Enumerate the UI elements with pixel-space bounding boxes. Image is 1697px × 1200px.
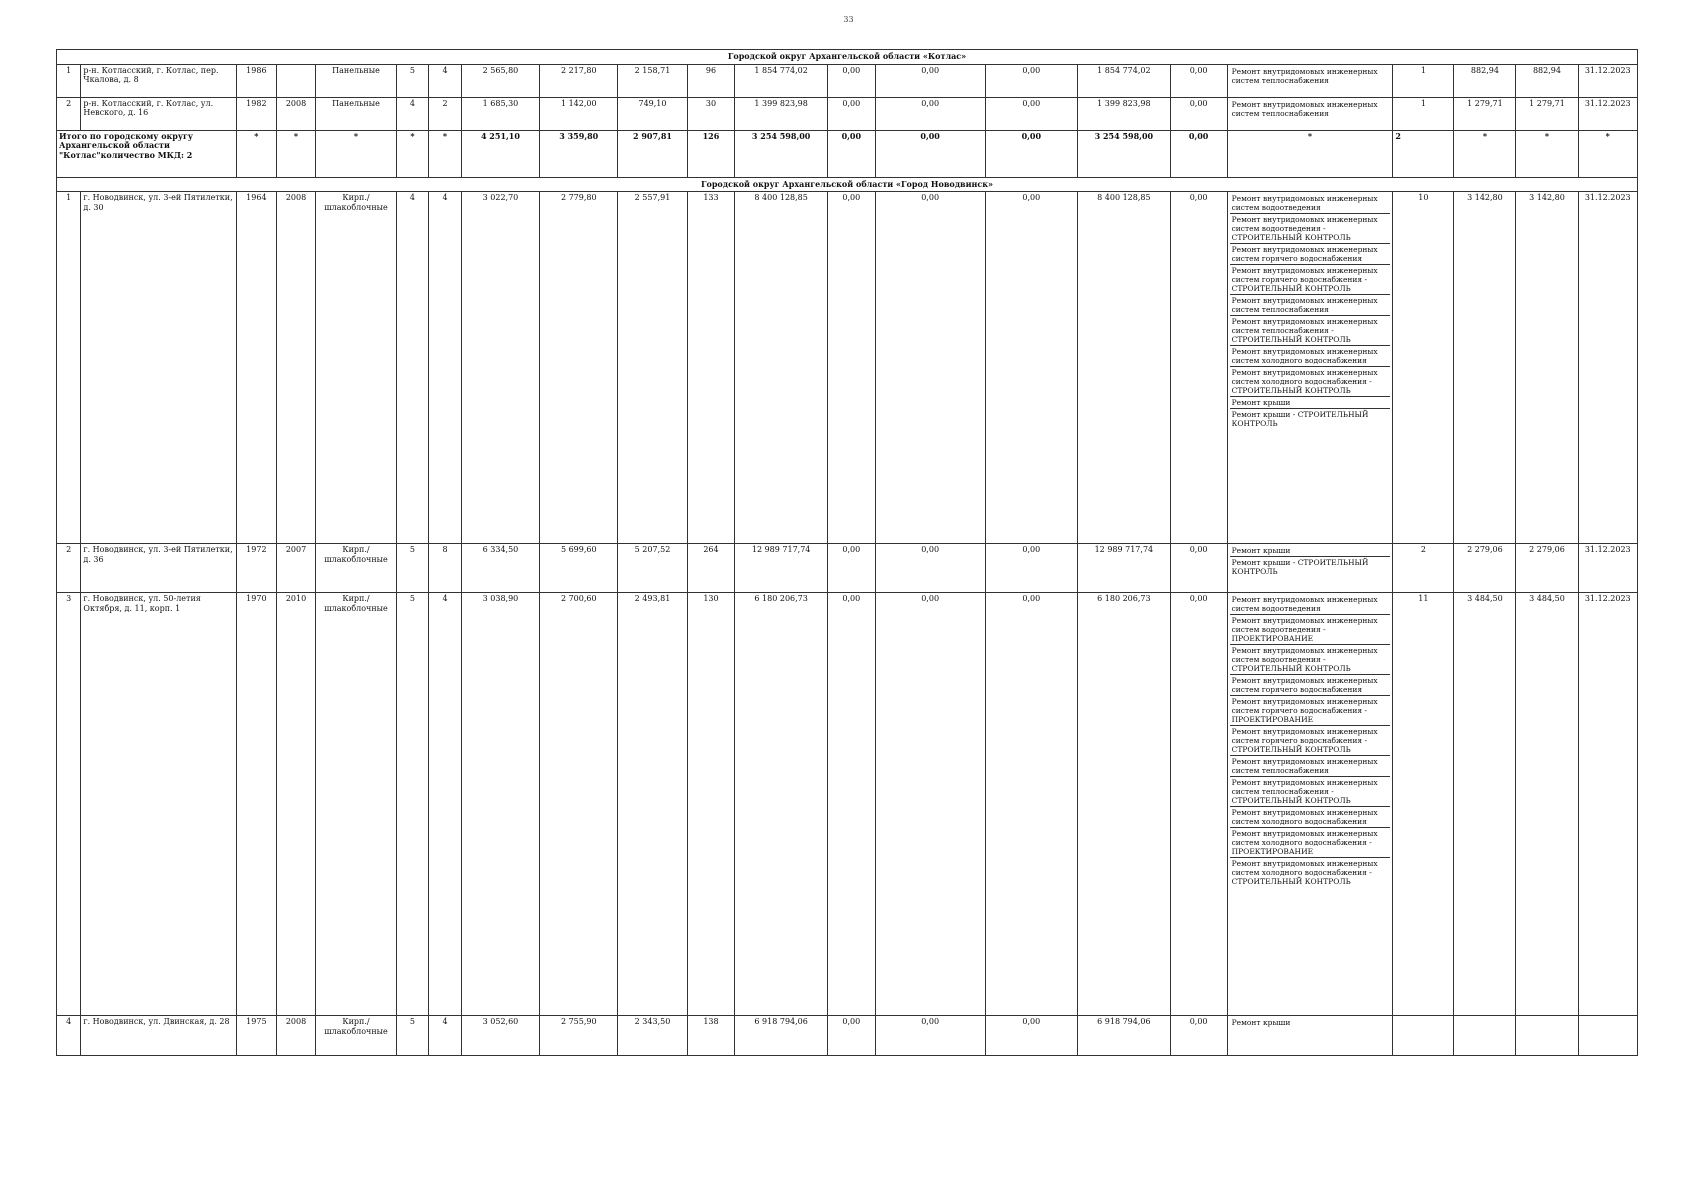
wall-material-cell: Панельные <box>316 97 396 130</box>
unit-cost-cell: 3 142,80 <box>1454 192 1516 544</box>
unit-cost-cell: 2 279,06 <box>1454 544 1516 593</box>
year-repair-cell <box>276 64 316 97</box>
work-item: Ремонт внутридомовых инженерных систем теплоснабжения <box>1231 99 1378 118</box>
repair-program-table <box>56 49 1638 1056</box>
work-item: Ремонт внутридомовых инженерных систем горячего водоснабжения <box>1230 675 1391 696</box>
work-item: Ремонт крыши <box>1230 545 1391 557</box>
residents-cell: 96 <box>687 64 735 97</box>
cost-owners-cell: 12 989 717,74 <box>1078 544 1171 593</box>
unit-cost-cell: 1 279,71 <box>1454 97 1516 130</box>
area-total-cell: 3 038,90 <box>461 593 539 1016</box>
row-number-cell: 2 <box>57 97 81 130</box>
page-number: 33 <box>843 15 854 24</box>
year-built-cell: 1975 <box>237 1016 277 1056</box>
table-row <box>57 593 1638 1016</box>
entrances-cell: 2 <box>429 97 462 130</box>
area-living-cell: 1 142,00 <box>540 97 618 130</box>
area-living-cell: 2 700,60 <box>540 593 618 1016</box>
section-title: Городской округ Архангельской области «Котлас» <box>57 50 1638 65</box>
table-row <box>57 544 1638 593</box>
work-item: Ремонт внутридомовых инженерных систем горячего водоснабжения - ПРОЕКТИРОВАНИЕ <box>1230 696 1391 726</box>
table-row <box>57 1016 1638 1056</box>
cost-region-cell: 0,00 <box>875 593 985 1016</box>
cost-region-cell: 0,00 <box>875 97 985 130</box>
works-cell <box>1227 192 1393 544</box>
cost-other-cell: 0,00 <box>1170 97 1227 130</box>
area-total-cell: 1 685,30 <box>461 97 539 130</box>
work-item: Ремонт внутридомовых инженерных систем теплоснабжения - СТРОИТЕЛЬНЫЙ КОНТРОЛЬ <box>1230 316 1391 346</box>
cost-fund-cell: 0,00 <box>827 1016 875 1056</box>
year-repair-cell: 2008 <box>276 97 316 130</box>
residents-cell: 130 <box>687 593 735 1016</box>
section-header-row <box>57 177 1638 192</box>
works-cell <box>1227 544 1393 593</box>
work-item: Ремонт внутридомовых инженерных систем холодного водоснабжения - СТРОИТЕЛЬНЫЙ КОНТРОЛЬ <box>1231 859 1378 887</box>
total-cost-other-cell: 0,00 <box>1170 130 1227 177</box>
row-number-cell: 1 <box>57 64 81 97</box>
works-list <box>1230 545 1391 577</box>
cost-other-cell: 0,00 <box>1170 544 1227 593</box>
work-item: Ремонт внутридомовых инженерных систем теплоснабжения - СТРОИТЕЛЬНЫЙ КОНТРОЛЬ <box>1230 777 1391 807</box>
cost-total-cell: 12 989 717,74 <box>735 544 828 593</box>
cost-owners-cell: 1 399 823,98 <box>1078 97 1171 130</box>
area-living-cell: 2 217,80 <box>540 64 618 97</box>
floors-cell: 5 <box>396 544 429 593</box>
max-cost-cell <box>1516 1016 1578 1056</box>
work-item: Ремонт крыши - СТРОИТЕЛЬНЫЙ КОНТРОЛЬ <box>1231 410 1369 429</box>
cost-fund-cell: 0,00 <box>827 593 875 1016</box>
work-item: Ремонт внутридомовых инженерных систем водоотведения <box>1230 594 1391 615</box>
cost-total-cell: 1 854 774,02 <box>735 64 828 97</box>
cost-fund-cell: 0,00 <box>827 544 875 593</box>
row-number-cell: 3 <box>57 593 81 1016</box>
work-item: Ремонт внутридомовых инженерных систем холодного водоснабжения - ПРОЕКТИРОВАНИЕ <box>1230 828 1391 858</box>
max-cost-cell: 3 142,80 <box>1516 192 1578 544</box>
work-item: Ремонт внутридомовых инженерных систем водоотведения - СТРОИТЕЛЬНЫЙ КОНТРОЛЬ <box>1230 214 1391 244</box>
cost-owners-cell: 1 854 774,02 <box>1078 64 1171 97</box>
cost-fund-cell: 0,00 <box>827 97 875 130</box>
total-star-cell: * <box>1516 130 1578 177</box>
wall-material-cell: Кирп./ шлакоблочные <box>316 593 396 1016</box>
total-star-cell: * <box>396 130 429 177</box>
area-owned-cell: 749,10 <box>618 97 687 130</box>
section-title: Городской округ Архангельской области «Город Новодвинск» <box>57 177 1638 192</box>
cost-owners-cell: 8 400 128,85 <box>1078 192 1171 544</box>
entrances-cell: 4 <box>429 192 462 544</box>
row-number-cell: 4 <box>57 1016 81 1056</box>
area-total-cell: 6 334,50 <box>461 544 539 593</box>
entrances-cell: 4 <box>429 64 462 97</box>
work-item: Ремонт внутридомовых инженерных систем горячего водоснабжения - СТРОИТЕЛЬНЫЙ КОНТРОЛЬ <box>1230 726 1391 756</box>
table-row <box>57 97 1638 130</box>
area-living-cell: 2 779,80 <box>540 192 618 544</box>
deadline-cell: 31.12.2023 <box>1578 64 1638 97</box>
works-list <box>1230 66 1391 86</box>
work-item: Ремонт крыши <box>1231 1018 1291 1028</box>
floors-cell: 5 <box>396 1016 429 1056</box>
total-cost-fund-cell: 0,00 <box>827 130 875 177</box>
work-item: Ремонт крыши <box>1230 397 1391 409</box>
floors-cell: 5 <box>396 64 429 97</box>
max-cost-cell: 3 484,50 <box>1516 593 1578 1016</box>
floors-cell: 4 <box>396 192 429 544</box>
total-star-cell: * <box>1227 130 1393 177</box>
work-item: Ремонт внутридомовых инженерных систем горячего водоснабжения - СТРОИТЕЛЬНЫЙ КОНТРОЛЬ <box>1230 265 1391 295</box>
cost-region-cell: 0,00 <box>875 192 985 544</box>
area-total-cell: 3 052,60 <box>461 1016 539 1056</box>
total-cost-local-cell: 0,00 <box>985 130 1078 177</box>
cost-other-cell: 0,00 <box>1170 593 1227 1016</box>
cost-other-cell: 0,00 <box>1170 1016 1227 1056</box>
cost-other-cell: 0,00 <box>1170 64 1227 97</box>
total-area-living-cell: 3 359,80 <box>540 130 618 177</box>
works-cell <box>1227 593 1393 1016</box>
section-header-row <box>57 50 1638 65</box>
total-label-cell: Итого по городскому округу Архангельской области "Котлас"количество МКД: 2 <box>57 130 237 177</box>
floors-cell: 4 <box>396 97 429 130</box>
wall-material-cell: Кирп./ шлакоблочные <box>316 1016 396 1056</box>
works-list <box>1230 193 1391 429</box>
area-living-cell: 5 699,60 <box>540 544 618 593</box>
area-owned-cell: 2 158,71 <box>618 64 687 97</box>
area-living-cell: 2 755,90 <box>540 1016 618 1056</box>
address-cell: р-н. Котласский, г. Котлас, ул. Невского, д. 16 <box>81 97 237 130</box>
work-count-cell: 2 <box>1393 544 1454 593</box>
year-repair-cell: 2008 <box>276 192 316 544</box>
work-item: Ремонт внутридомовых инженерных систем горячего водоснабжения <box>1230 244 1391 265</box>
work-item: Ремонт внутридомовых инженерных систем теплоснабжения <box>1230 295 1391 316</box>
total-star-cell: * <box>237 130 277 177</box>
work-item: Ремонт внутридомовых инженерных систем водоотведения <box>1230 193 1391 214</box>
deadline-cell: 31.12.2023 <box>1578 97 1638 130</box>
wall-material-cell: Кирп./ шлакоблочные <box>316 544 396 593</box>
cost-local-cell: 0,00 <box>985 64 1078 97</box>
floors-cell: 5 <box>396 593 429 1016</box>
area-owned-cell: 2 493,81 <box>618 593 687 1016</box>
cost-region-cell: 0,00 <box>875 64 985 97</box>
address-cell: р-н. Котласский, г. Котлас, пер. Чкалова, д. 8 <box>81 64 237 97</box>
cost-fund-cell: 0,00 <box>827 64 875 97</box>
deadline-cell: 31.12.2023 <box>1578 192 1638 544</box>
unit-cost-cell: 3 484,50 <box>1454 593 1516 1016</box>
year-repair-cell: 2008 <box>276 1016 316 1056</box>
works-list <box>1230 594 1391 887</box>
work-item: Ремонт внутридомовых инженерных систем теплоснабжения <box>1231 66 1378 85</box>
year-built-cell: 1964 <box>237 192 277 544</box>
work-item: Ремонт крыши - СТРОИТЕЛЬНЫЙ КОНТРОЛЬ <box>1231 558 1369 577</box>
deadline-cell <box>1578 1016 1638 1056</box>
residents-cell: 133 <box>687 192 735 544</box>
address-cell: г. Новодвинск, ул. 3-ей Пятилетки, д. 30 <box>81 192 237 544</box>
residents-cell: 138 <box>687 1016 735 1056</box>
work-count-cell: 10 <box>1393 192 1454 544</box>
works-cell <box>1227 97 1393 130</box>
total-work-count-cell: 2 <box>1393 130 1454 177</box>
area-total-cell: 3 022,70 <box>461 192 539 544</box>
address-cell: г. Новодвинск, ул. 50-летия Октября, д. 11, корп. 1 <box>81 593 237 1016</box>
cost-total-cell: 6 918 794,06 <box>735 1016 828 1056</box>
work-item: Ремонт внутридомовых инженерных систем холодного водоснабжения - СТРОИТЕЛЬНЫЙ КОНТРОЛЬ <box>1230 367 1391 397</box>
work-item: Ремонт внутридомовых инженерных систем водоотведения - СТРОИТЕЛЬНЫЙ КОНТРОЛЬ <box>1230 645 1391 675</box>
cost-total-cell: 1 399 823,98 <box>735 97 828 130</box>
works-cell <box>1227 1016 1393 1056</box>
works-cell <box>1227 64 1393 97</box>
cost-local-cell: 0,00 <box>985 1016 1078 1056</box>
year-built-cell: 1970 <box>237 593 277 1016</box>
residents-cell: 264 <box>687 544 735 593</box>
unit-cost-cell: 882,94 <box>1454 64 1516 97</box>
work-item: Ремонт внутридомовых инженерных систем водоотведения - ПРОЕКТИРОВАНИЕ <box>1230 615 1391 645</box>
cost-local-cell: 0,00 <box>985 593 1078 1016</box>
address-cell: г. Новодвинск, ул. 3-ей Пятилетки, д. 36 <box>81 544 237 593</box>
works-list <box>1230 99 1391 119</box>
work-item: Ремонт внутридомовых инженерных систем холодного водоснабжения <box>1230 807 1391 828</box>
cost-local-cell: 0,00 <box>985 192 1078 544</box>
year-built-cell: 1986 <box>237 64 277 97</box>
area-owned-cell: 2 343,50 <box>618 1016 687 1056</box>
total-residents-cell: 126 <box>687 130 735 177</box>
cost-fund-cell: 0,00 <box>827 192 875 544</box>
year-built-cell: 1982 <box>237 97 277 130</box>
work-count-cell: 11 <box>1393 593 1454 1016</box>
max-cost-cell: 2 279,06 <box>1516 544 1578 593</box>
residents-cell: 30 <box>687 97 735 130</box>
cost-owners-cell: 6 180 206,73 <box>1078 593 1171 1016</box>
year-repair-cell: 2007 <box>276 544 316 593</box>
entrances-cell: 4 <box>429 593 462 1016</box>
deadline-cell: 31.12.2023 <box>1578 544 1638 593</box>
cost-local-cell: 0,00 <box>985 544 1078 593</box>
area-total-cell: 2 565,80 <box>461 64 539 97</box>
work-count-cell: 1 <box>1393 64 1454 97</box>
cost-other-cell: 0,00 <box>1170 192 1227 544</box>
total-star-cell: * <box>276 130 316 177</box>
cost-region-cell: 0,00 <box>875 1016 985 1056</box>
works-list <box>1230 1017 1391 1028</box>
year-repair-cell: 2010 <box>276 593 316 1016</box>
total-star-cell: * <box>316 130 396 177</box>
max-cost-cell: 1 279,71 <box>1516 97 1578 130</box>
total-star-cell: * <box>429 130 462 177</box>
wall-material-cell: Панельные <box>316 64 396 97</box>
wall-material-cell: Кирп./ шлакоблочные <box>316 192 396 544</box>
year-built-cell: 1972 <box>237 544 277 593</box>
table-row <box>57 192 1638 544</box>
work-item: Ремонт внутридомовых инженерных систем холодного водоснабжения <box>1230 346 1391 367</box>
unit-cost-cell <box>1454 1016 1516 1056</box>
max-cost-cell: 882,94 <box>1516 64 1578 97</box>
table-body <box>57 50 1638 1056</box>
row-number-cell: 1 <box>57 192 81 544</box>
cost-total-cell: 6 180 206,73 <box>735 593 828 1016</box>
deadline-cell: 31.12.2023 <box>1578 593 1638 1016</box>
area-owned-cell: 2 557,91 <box>618 192 687 544</box>
total-star-cell: * <box>1578 130 1638 177</box>
work-count-cell: 1 <box>1393 97 1454 130</box>
work-item: Ремонт внутридомовых инженерных систем теплоснабжения <box>1230 756 1391 777</box>
area-owned-cell: 5 207,52 <box>618 544 687 593</box>
table-row <box>57 64 1638 97</box>
cost-region-cell: 0,00 <box>875 544 985 593</box>
total-cost-region-cell: 0,00 <box>875 130 985 177</box>
total-area-owned-cell: 2 907,81 <box>618 130 687 177</box>
total-star-cell: * <box>1454 130 1516 177</box>
total-cost-total-cell: 3 254 598,00 <box>735 130 828 177</box>
total-area-total-cell: 4 251,10 <box>461 130 539 177</box>
cost-total-cell: 8 400 128,85 <box>735 192 828 544</box>
cost-local-cell: 0,00 <box>985 97 1078 130</box>
cost-owners-cell: 6 918 794,06 <box>1078 1016 1171 1056</box>
entrances-cell: 4 <box>429 1016 462 1056</box>
entrances-cell: 8 <box>429 544 462 593</box>
total-row <box>57 130 1638 177</box>
address-cell: г. Новодвинск, ул. Двинская, д. 28 <box>81 1016 237 1056</box>
row-number-cell: 2 <box>57 544 81 593</box>
total-cost-owners-cell: 3 254 598,00 <box>1078 130 1171 177</box>
work-count-cell <box>1393 1016 1454 1056</box>
